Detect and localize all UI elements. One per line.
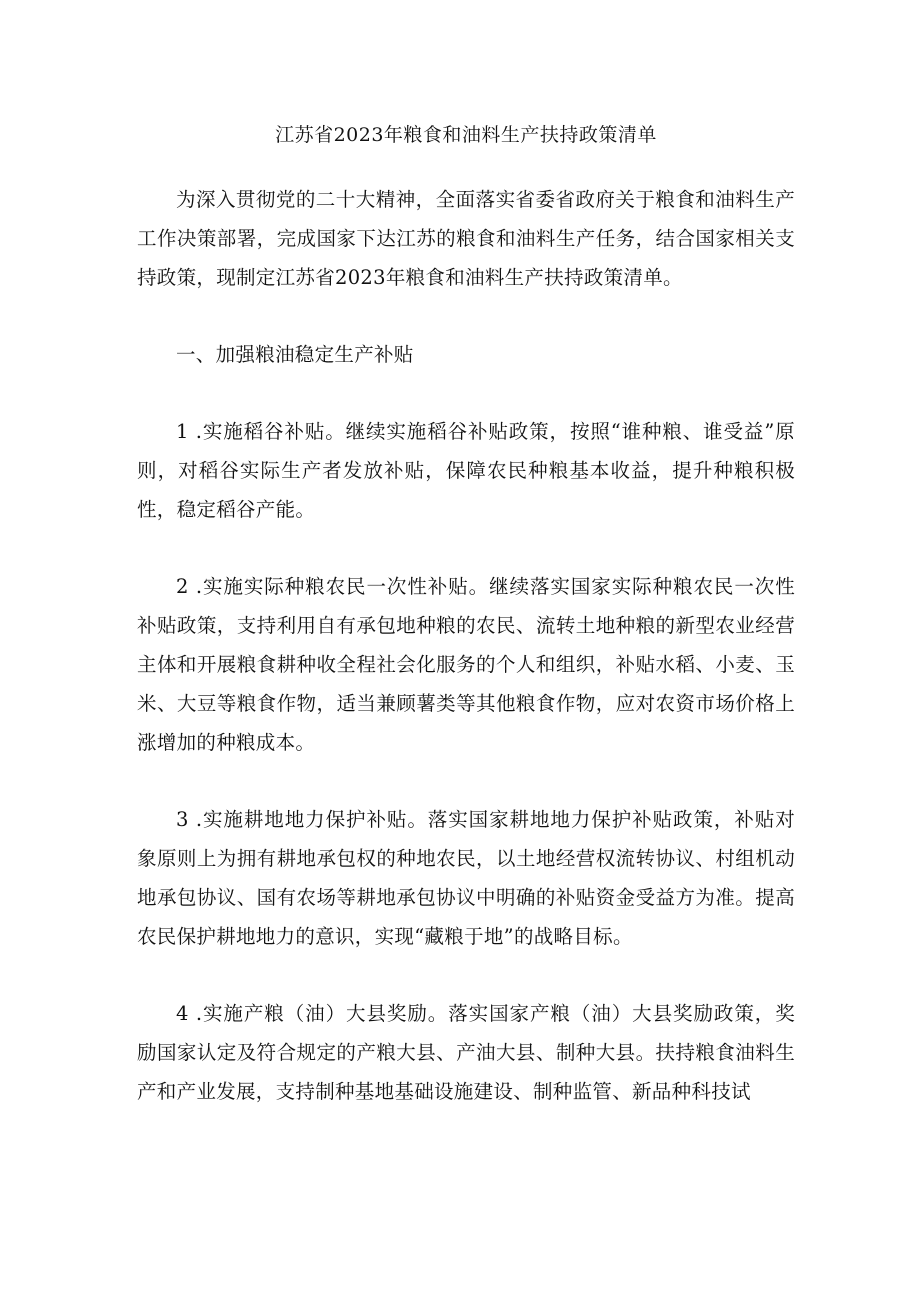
section-heading: 一、加强粮油稳定生产补贴 (176, 343, 414, 366)
intro-paragraph: 为深入贯彻党的二十大精神，全面落实省委省政府关于粮食和油料生产工作决策部署，完成国家下达江苏的粮食和油料生产任务，结合国家相关支持政策，现制定江苏省2023年粮食和油料生产扶持政策清单。 (137, 188, 795, 289)
policy-item-2: 2 .实施实际种粮农民一次性补贴。继续落实国家实际种粮农民一次性补贴政策，支持利用自有承包地种粮的农民、流转土地种粮的新型农业经营主体和开展粮食耕种收全程社会化服务的个人和组织，补贴水稻、小麦、玉米、大豆等粮食作物，适当兼顾薯类等其他粮食作物，应对农资市场价格上涨增加的种粮成本。 (137, 575, 795, 754)
policy-item-1: 1 .实施稻谷补贴。继续实施稻谷补贴政策，按照“谁种粮、谁受益”原则，对稻谷实际生产者发放补贴，保障农民种粮基本收益，提升种粮积极性，稳定稻谷产能。 (137, 420, 795, 521)
policy-item-4: 4 .实施产粮（油）大县奖励。落实国家产粮（油）大县奖励政策，奖励国家认定及符合规定的产粮大县、产油大县、制种大县。扶持粮食油料生产和产业发展，支持制种基地基础设施建设、制种监管、新品种科技试 (137, 1002, 795, 1103)
policy-item-3: 3 .实施耕地地力保护补贴。落实国家耕地地力保护补贴政策，补贴对象原则上为拥有耕地承包权的种地农民，以土地经营权流转协议、村组机动地承包协议、国有农场等耕地承包协议中明确的补贴资金受益方为准。提高农民保护耕地地力的意识，实现“藏粮于地”的战略目标。 (137, 808, 795, 948)
document-title: 江苏省2023年粮食和油料生产扶持政策清单 (275, 124, 657, 146)
